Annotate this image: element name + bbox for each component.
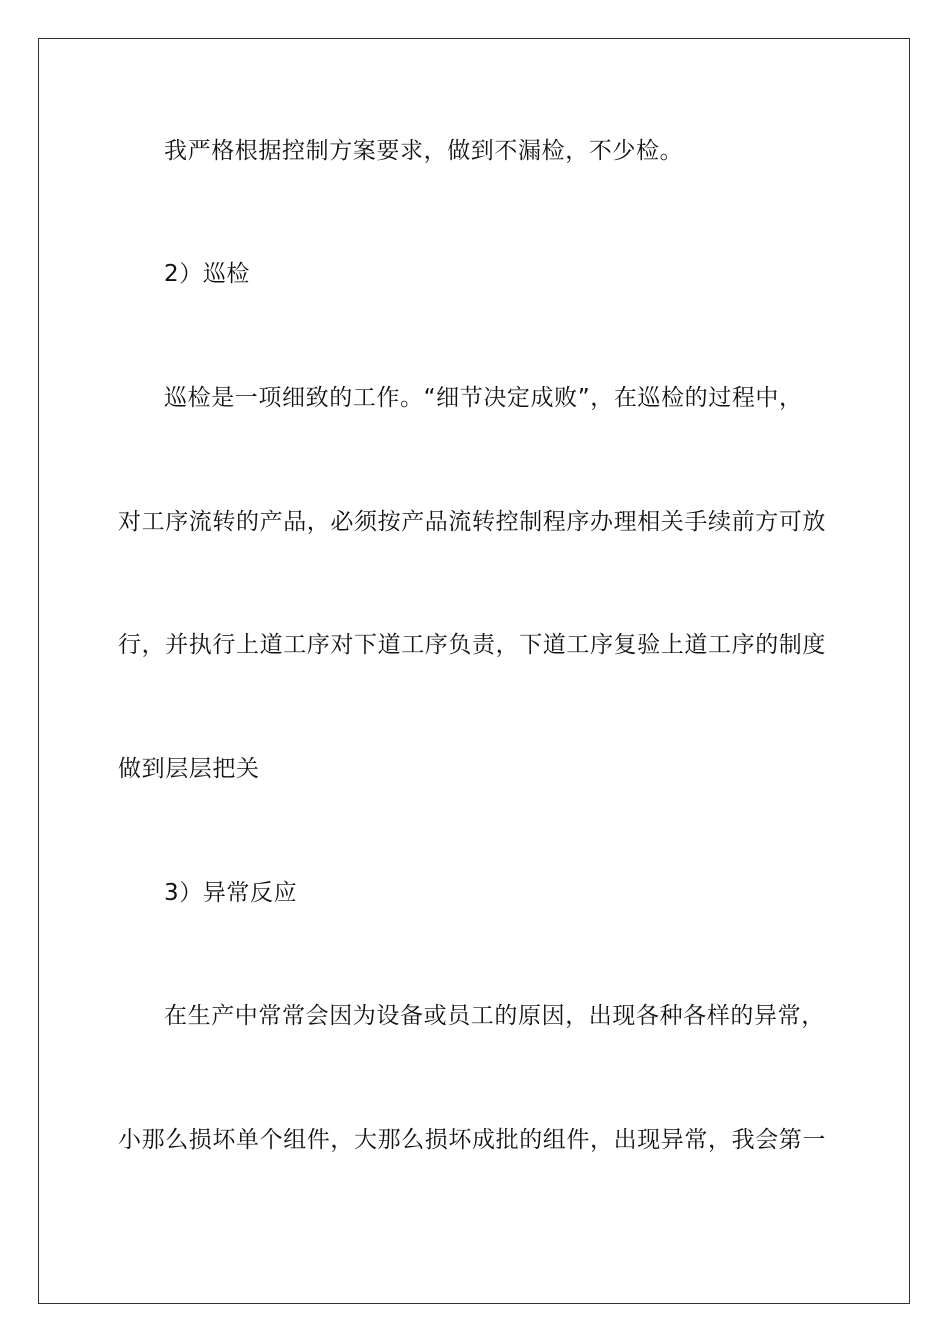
section-heading: 2）巡检 — [164, 261, 251, 287]
paragraph-line: 我严格根据控制方案要求，做到不漏检，不少检。 — [164, 138, 684, 164]
paragraph-line: 在生产中常常会因为设备或员工的原因，出现各种各样的异常， — [164, 1003, 825, 1029]
section-heading: 3）异常反应 — [164, 880, 298, 906]
paragraph-line: 行，并执行上道工序对下道工序负责，下道工序复验上道工序的制度 — [118, 632, 826, 658]
page-border — [38, 38, 910, 1304]
paragraph-line: 做到层层把关 — [118, 756, 260, 782]
paragraph-line: 小那么损坏单个组件，大那么损坏成批的组件，出现异常，我会第一 — [118, 1127, 826, 1153]
paragraph-line: 对工序流转的产品，必须按产品流转控制程序办理相关手续前方可放 — [118, 509, 826, 535]
paragraph-line: 巡检是一项细致的工作。“细节决定成败”，在巡检的过程中， — [164, 385, 803, 411]
